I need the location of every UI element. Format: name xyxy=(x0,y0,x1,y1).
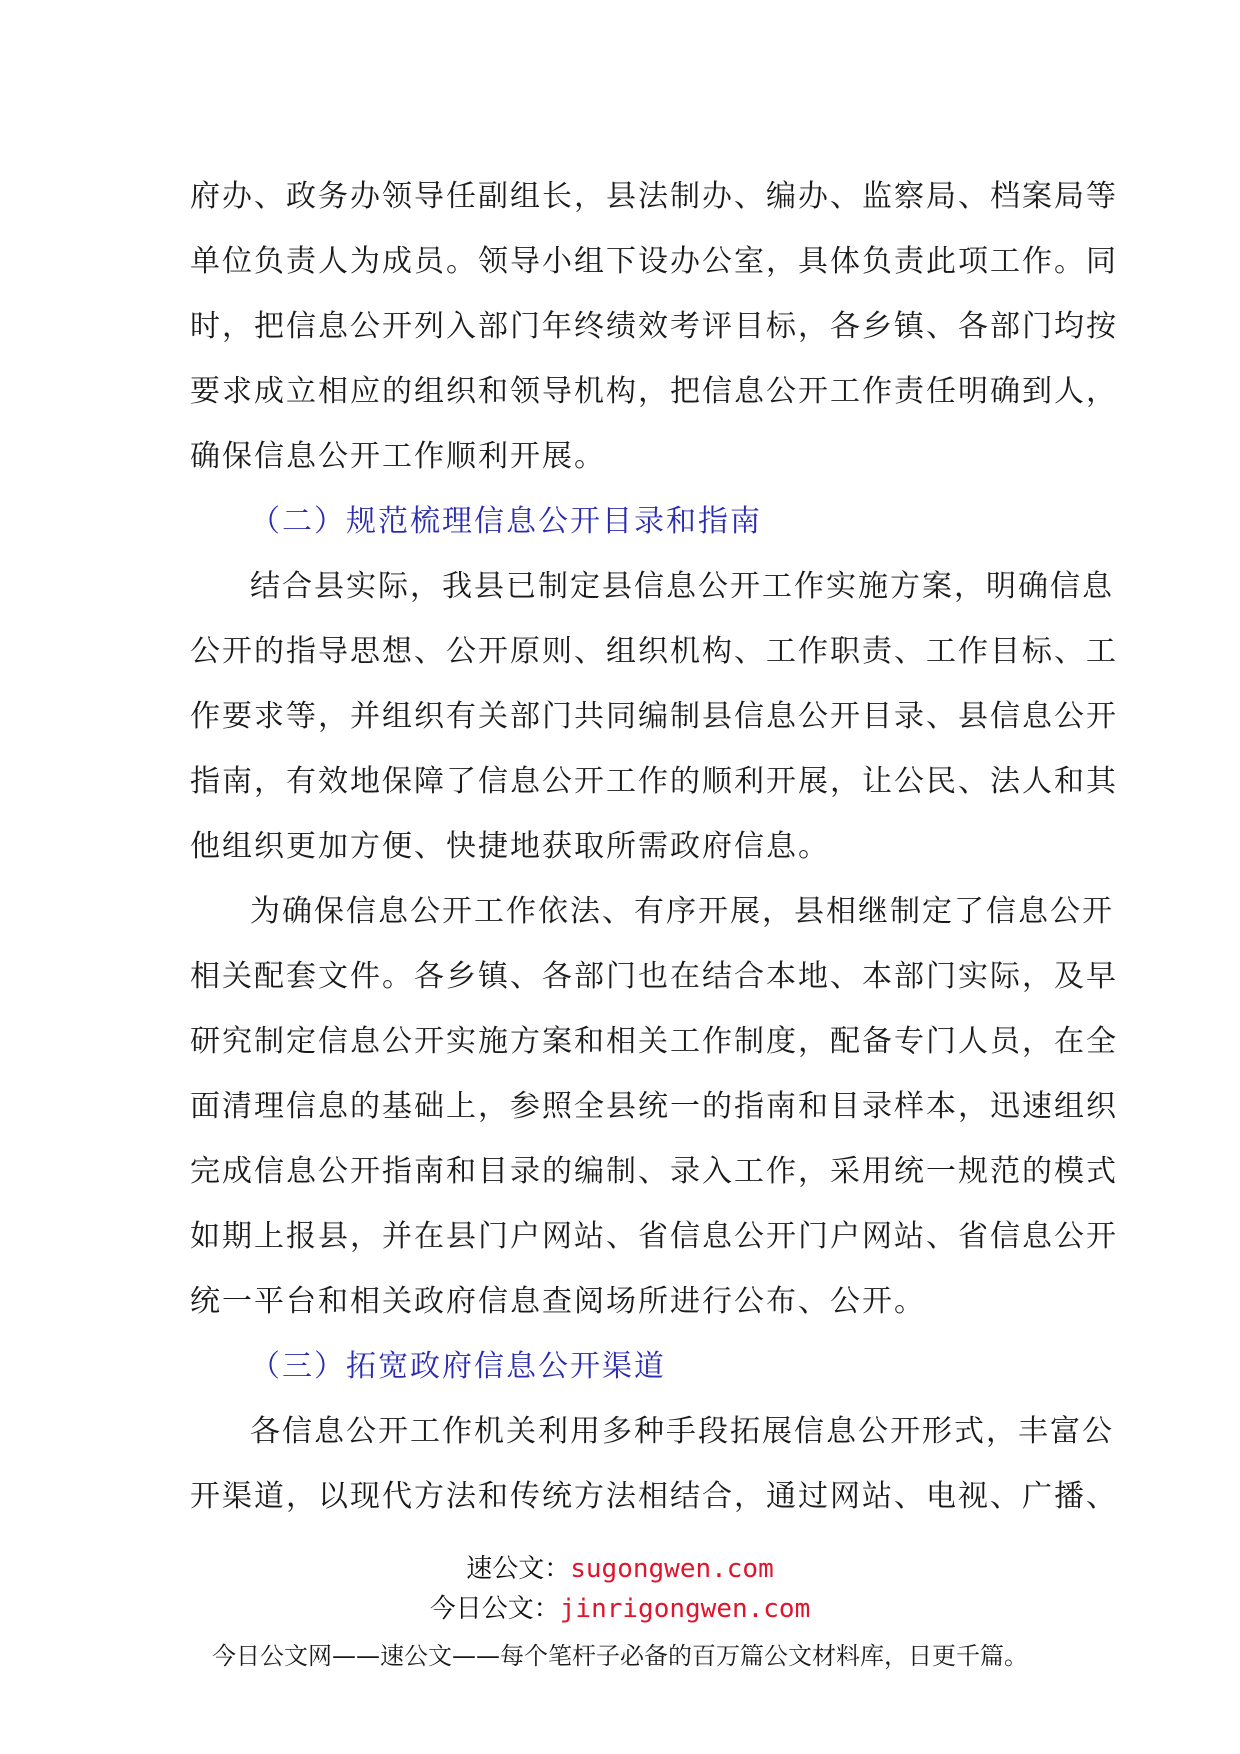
paragraph-line: 统一平台和相关政府信息查阅场所进行公布、公开。 xyxy=(190,1284,926,1319)
document-body xyxy=(190,164,1118,1529)
footer-sugongwen xyxy=(0,1548,1240,1585)
paragraph-line: 面清理信息的基础上，参照全县统一的指南和目录样本，迅速组织 xyxy=(190,1089,1118,1124)
section-heading-2: （二）规范梳理信息公开目录和指南 xyxy=(250,504,762,539)
paragraph-line: 相关配套文件。各乡镇、各部门也在结合本地、本部门实际，及早 xyxy=(190,959,1118,994)
paragraph-line: 如期上报县，并在县门户网站、省信息公开门户网站、省信息公开 xyxy=(190,1219,1118,1254)
paragraph-line: 各信息公开工作机关利用多种手段拓展信息公开形式，丰富公 xyxy=(250,1414,1114,1449)
footer-label: 今日公文： xyxy=(429,1594,560,1624)
paragraph-line: 公开的指导思想、公开原则、组织机构、工作职责、工作目标、工 xyxy=(190,634,1118,669)
paragraph-line: 指南，有效地保障了信息公开工作的顺利开展，让公民、法人和其 xyxy=(190,764,1118,799)
paragraph-line: 要求成立相应的组织和领导机构，把信息公开工作责任明确到人， xyxy=(190,374,1118,409)
footer-link-sugongwen[interactable]: sugongwen.com xyxy=(570,1554,774,1584)
paragraph-line: 府办、政务办领导任副组长，县法制办、编办、监察局、档案局等 xyxy=(190,179,1118,214)
section-heading-3: （三）拓宽政府信息公开渠道 xyxy=(250,1349,666,1384)
paragraph-line: 为确保信息公开工作依法、有序开展，县相继制定了信息公开 xyxy=(250,894,1114,929)
footer-jinrigongwen xyxy=(0,1588,1240,1625)
paragraph-line: 作要求等，并组织有关部门共同编制县信息公开目录、县信息公开 xyxy=(190,699,1118,734)
paragraph-line: 完成信息公开指南和目录的编制、录入工作，采用统一规范的模式 xyxy=(190,1154,1118,1189)
footer-link-jinrigongwen[interactable]: jinrigongwen.com xyxy=(559,1594,811,1624)
footer-slogan: 今日公文网——速公文——每个笔杆子必备的百万篇公文材料库，日更千篇。 xyxy=(212,1642,1028,1670)
paragraph-line: 确保信息公开工作顺利开展。 xyxy=(190,439,606,474)
paragraph-line: 结合县实际，我县已制定县信息公开工作实施方案，明确信息 xyxy=(250,569,1114,604)
paragraph-line: 单位负责人为成员。领导小组下设办公室，具体负责此项工作。同 xyxy=(190,244,1118,279)
paragraph-line: 开渠道，以现代方法和传统方法相结合，通过网站、电视、广播、 xyxy=(190,1479,1118,1514)
paragraph-line: 时，把信息公开列入部门年终绩效考评目标，各乡镇、各部门均按 xyxy=(190,309,1118,344)
paragraph-line: 他组织更加方便、快捷地获取所需政府信息。 xyxy=(190,829,830,864)
footer-label: 速公文： xyxy=(466,1554,571,1584)
paragraph-line: 研究制定信息公开实施方案和相关工作制度，配备专门人员，在全 xyxy=(190,1024,1118,1059)
